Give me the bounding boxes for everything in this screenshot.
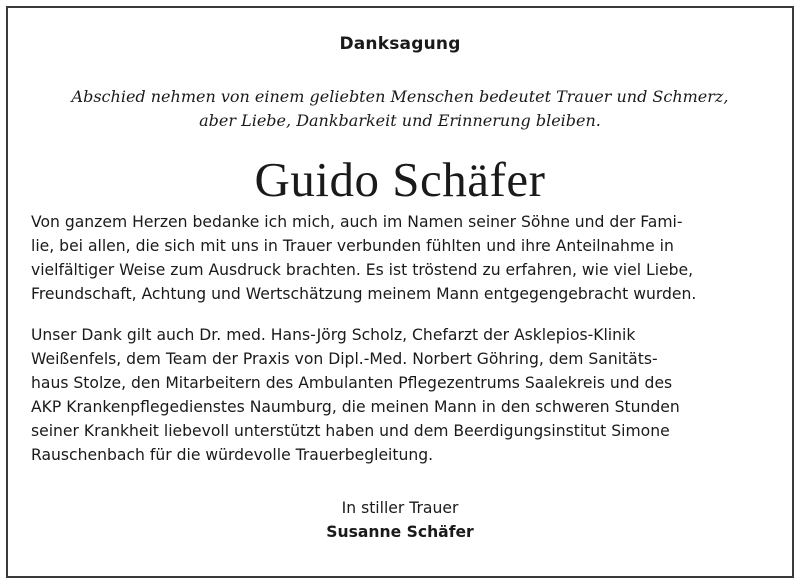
- thanks-paragraph-caregivers: [31, 323, 781, 467]
- closing-phrase: In stiller Trauer: [341, 499, 459, 517]
- paragraph-line: Freundschaft, Achtung und Wertschätzung meinem Mann entgegengebracht wurden.: [31, 285, 697, 303]
- paragraph-line: lie, bei allen, die sich mit uns in Trauer verbunden fühlten und ihre Anteilnahme in: [31, 237, 674, 255]
- notice-frame: [6, 6, 794, 578]
- deceased-name: Guido Schäfer: [254, 152, 546, 207]
- paragraph-line: Von ganzem Herzen bedanke ich mich, auch im Namen seiner Söhne und der Fami-: [31, 213, 683, 231]
- paragraph-line: seiner Krankheit liebevoll unterstützt haben und dem Beerdigungsinstitut Simone: [31, 422, 670, 440]
- paragraph-line: Unser Dank gilt auch Dr. med. Hans-Jörg Scholz, Chefarzt der Asklepios-Klinik: [31, 326, 636, 344]
- closing-block: [8, 496, 792, 544]
- paragraph-line: Rauschenbach für die würdevolle Trauerbegleitung.: [31, 446, 434, 464]
- paragraph-line: vielfältiger Weise zum Ausdruck brachten. Es ist tröstend zu erfahren, wie viel Liebe,: [31, 261, 694, 279]
- thanks-paragraph-family: [31, 210, 781, 306]
- notice-title: Danksagung: [339, 34, 461, 54]
- paragraph-line: haus Stolze, den Mitarbeitern des Ambulanten Pflegezentrums Saalekreis und des: [31, 374, 673, 392]
- notice-content: [8, 8, 792, 576]
- notice-quote: [8, 85, 792, 133]
- quote-line: aber Liebe, Dankbarkeit und Erinnerung bleiben.: [199, 111, 601, 130]
- signer-name: Susanne Schäfer: [326, 523, 474, 541]
- quote-line: Abschied nehmen von einem geliebten Menschen bedeutet Trauer und Schmerz,: [71, 87, 729, 106]
- paragraph-line: AKP Krankenpflegedienstes Naumburg, die meinen Mann in den schweren Stunden: [31, 398, 680, 416]
- paragraph-line: Weißenfels, dem Team der Praxis von Dipl.-Med. Norbert Göhring, dem Sanitäts-: [31, 350, 658, 368]
